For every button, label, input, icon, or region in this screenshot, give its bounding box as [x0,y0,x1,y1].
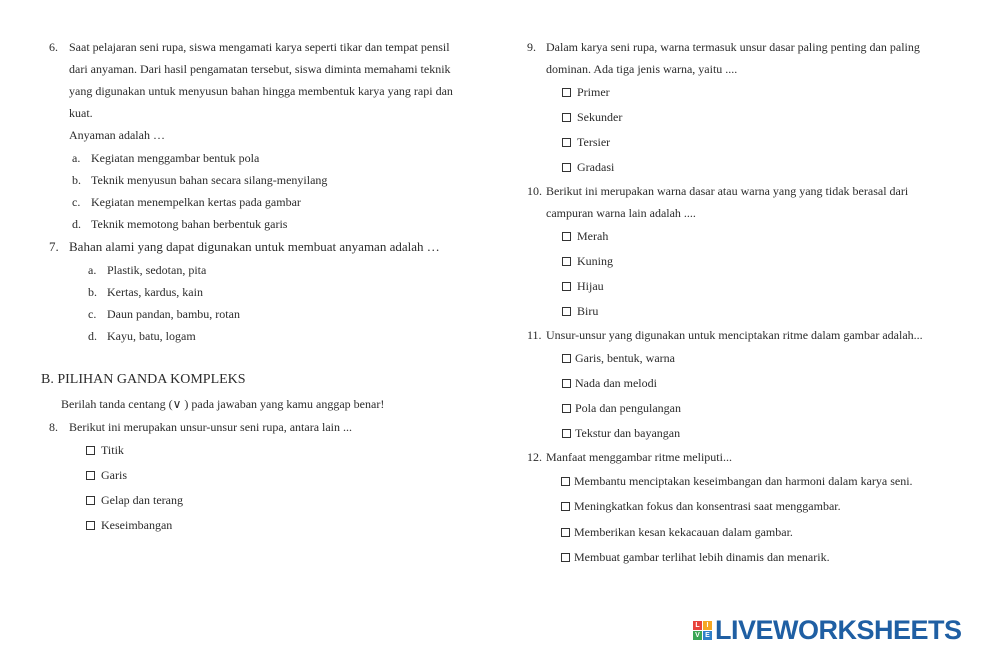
checkbox-option[interactable] [562,255,613,267]
checkbox-option[interactable] [562,86,610,98]
checkbox-option[interactable] [561,551,830,563]
checkbox-icon[interactable] [86,446,95,455]
option-text: Primer [577,85,610,99]
option-text: Memberikan kesan kekacauan dalam gambar. [574,525,793,539]
question-text-line: dari anyaman. Dari hasil pengamatan tersebut, siswa diminta memahami teknik [69,62,451,76]
live-badge-icon [693,621,712,640]
option-text: Kertas, kardus, kain [107,285,203,299]
checkbox-icon[interactable] [562,257,571,266]
section-heading: B. PILIHAN GANDA KOMPLEKS [41,372,246,387]
badge-letter: L [693,621,702,630]
checkbox-icon[interactable] [562,232,571,241]
checkbox-icon[interactable] [86,496,95,505]
question-number: 9. [527,40,536,54]
option-text: Kegiatan menempelkan kertas pada gambar [91,195,301,209]
question-number: 8. [49,420,58,434]
logo-text: LIVEWORKSHEETS [715,614,962,645]
checkbox-option[interactable] [562,427,680,439]
option-letter: d. [88,329,97,343]
question-text-line: campuran warna lain adalah .... [546,206,696,220]
badge-letter: E [703,631,712,640]
option-text: Pola dan pengulangan [575,401,681,415]
question-text-line: Saat pelajaran seni rupa, siswa mengamati karya seperti tikar dan tempat pensil [69,40,450,54]
option-letter: a. [88,263,97,277]
option-text: Teknik memotong bahan berbentuk garis [91,217,288,231]
checkbox-icon[interactable] [562,88,571,97]
checkbox-icon[interactable] [561,553,570,562]
option-letter: a. [72,151,81,165]
checkbox-icon[interactable] [562,354,571,363]
question-number: 10. [527,184,542,198]
checkbox-option[interactable] [562,305,598,317]
checkbox-icon[interactable] [562,113,571,122]
question-text-line: Dalam karya seni rupa, warna termasuk unsur dasar paling penting dan paling [546,40,920,54]
question-text: Unsur-unsur yang digunakan untuk menciptakan ritme dalam gambar adalah... [546,328,923,342]
question-number: 12. [527,450,542,464]
option-text: Tekstur dan bayangan [575,426,681,440]
checkbox-option[interactable] [86,519,172,531]
option-text: Keseimbangan [101,518,173,532]
checkbox-option[interactable] [562,161,614,173]
option-text: Merah [577,229,609,243]
question-text-line: Berikut ini merupakan warna dasar atau warna yang yang tidak berasal dari [546,184,909,198]
question-number: 11. [527,328,542,342]
option-text: Meningkatkan fokus dan konsentrasi saat menggambar. [574,499,841,513]
option-text: Garis, bentuk, warna [575,351,675,365]
checkbox-option[interactable] [561,500,841,512]
option-letter: d. [72,217,81,231]
option-text: Titik [101,443,124,457]
option-text: Teknik menyusun bahan secara silang-menyilang [91,173,328,187]
checkbox-option[interactable] [562,111,622,123]
checkbox-option[interactable] [562,402,681,414]
badge-letter: I [703,621,712,630]
option-text: Kuning [577,254,613,268]
checkbox-option[interactable] [562,230,608,242]
checkbox-option[interactable] [561,526,793,538]
option-text: Nada dan melodi [575,376,657,390]
checkbox-icon[interactable] [562,282,571,291]
checkbox-icon[interactable] [561,477,570,486]
option-letter: c. [88,307,97,321]
checkbox-option[interactable] [86,444,124,456]
checkbox-icon[interactable] [562,404,571,413]
badge-letter: V [693,631,702,640]
option-letter: b. [88,285,97,299]
option-text: Sekunder [577,110,623,124]
option-text: Kegiatan menggambar bentuk pola [91,151,260,165]
checkbox-icon[interactable] [86,471,95,480]
checkbox-option[interactable] [561,475,913,487]
question-text-line: kuat. [69,106,93,120]
option-text: Membuat gambar terlihat lebih dinamis dan menarik. [574,550,830,564]
option-text: Daun pandan, bambu, rotan [107,307,240,321]
option-text: Membantu menciptakan keseimbangan dan harmoni dalam karya seni. [574,474,913,488]
checkbox-icon[interactable] [562,429,571,438]
question-number: 6. [49,40,58,54]
question-text-line: dominan. Ada tiga jenis warna, yaitu .... [546,62,738,76]
checkbox-option[interactable] [562,377,657,389]
liveworksheets-logo [693,616,962,644]
option-text: Kayu, batu, logam [107,329,196,343]
checkbox-option[interactable] [86,469,127,481]
question-number: 7. [49,239,59,254]
option-text: Plastik, sedotan, pita [107,263,207,277]
checkbox-icon[interactable] [562,163,571,172]
option-letter: b. [72,173,81,187]
checkbox-icon[interactable] [561,502,570,511]
option-text: Gelap dan terang [101,493,183,507]
checkbox-icon[interactable] [562,379,571,388]
checkbox-icon[interactable] [561,528,570,537]
checkbox-icon[interactable] [562,138,571,147]
option-letter: c. [72,195,81,209]
question-text-line: yang digunakan untuk menyusun bahan hingga membentuk karya yang rapi dan [69,84,453,98]
question-text: Bahan alami yang dapat digunakan untuk membuat anyaman adalah … [69,239,440,254]
question-text: Berikut ini merupakan unsur-unsur seni rupa, antara lain ... [69,420,353,434]
option-text: Hijau [577,279,604,293]
option-text: Biru [577,304,599,318]
question-text: Manfaat menggambar ritme meliputi... [546,450,732,464]
checkbox-option[interactable] [562,352,675,364]
section-instruction: Berilah tanda centang (∨ ) pada jawaban yang kamu anggap benar! [61,397,385,411]
checkbox-option[interactable] [562,280,604,292]
checkbox-icon[interactable] [86,521,95,530]
checkbox-option[interactable] [562,136,610,148]
option-text: Gradasi [577,160,615,174]
question-prompt: Anyaman adalah … [69,128,165,142]
option-text: Garis [101,468,127,482]
option-text: Tersier [577,135,611,149]
checkbox-icon[interactable] [562,307,571,316]
checkbox-option[interactable] [86,494,183,506]
